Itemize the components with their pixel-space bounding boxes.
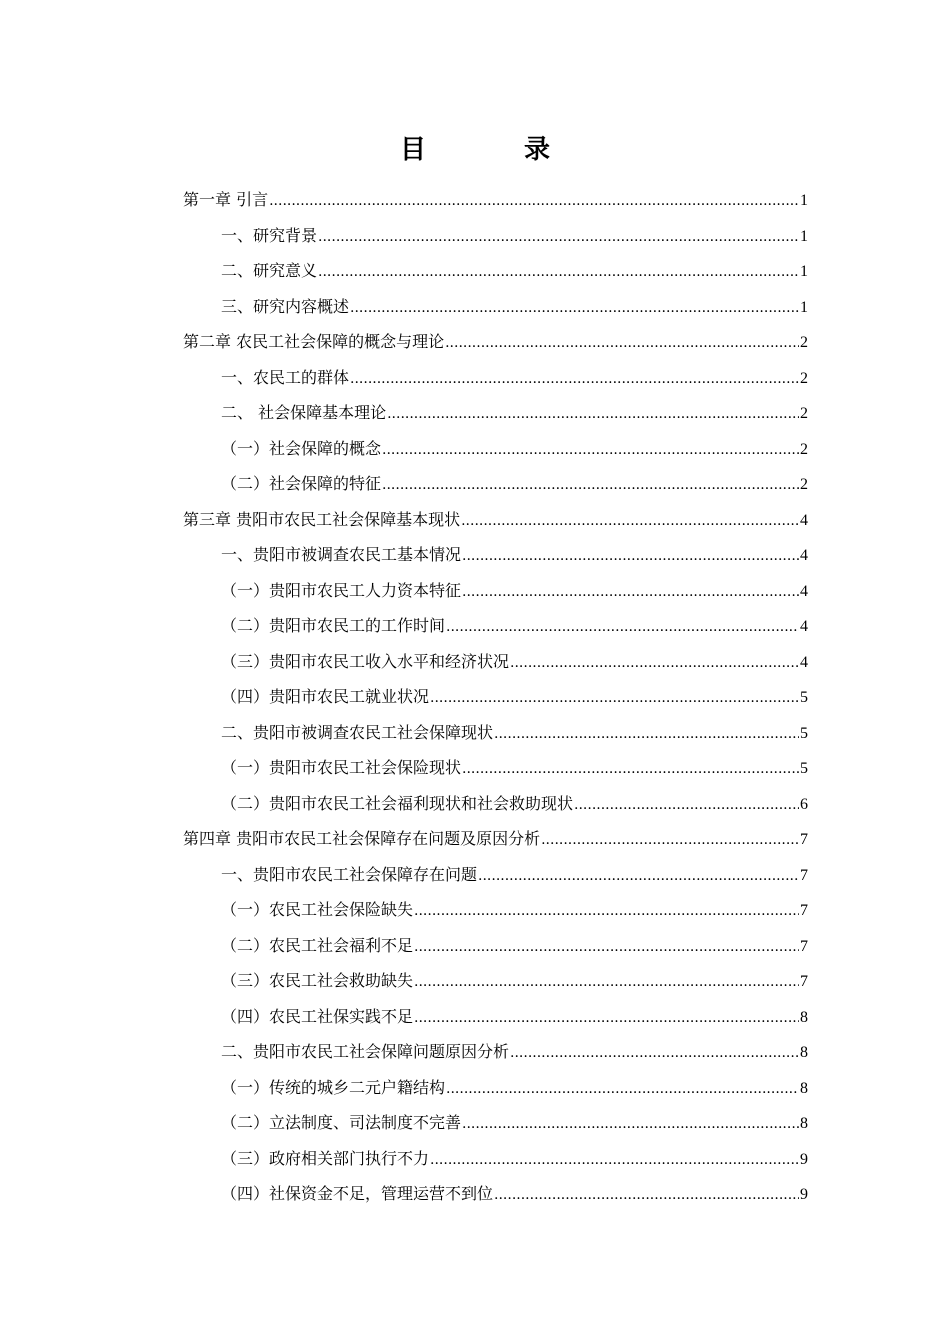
toc-page-number: 1	[800, 263, 808, 280]
toc-entry-title: （一）贵阳市农民工人力资本特征	[221, 580, 462, 600]
toc-dot-leader	[462, 1107, 799, 1143]
toc-dot-leader	[414, 965, 799, 1001]
toc-dot-leader	[462, 752, 799, 788]
toc-entry-title: （二）农民工社会福利不足	[221, 935, 414, 955]
toc-entry-title: 三、研究内容概述	[221, 296, 350, 316]
toc-dot-leader	[462, 575, 799, 611]
toc-entry-title: 二、 社会保障基本理论	[221, 403, 387, 422]
toc-dot-leader	[350, 362, 799, 398]
toc-page-number: 4	[800, 582, 808, 600]
toc-entry[interactable]	[183, 182, 808, 218]
toc-title: 目 录	[399, 135, 586, 165]
toc-entry[interactable]	[183, 1141, 808, 1177]
toc-page-number: 2	[800, 369, 808, 387]
toc-entry[interactable]	[183, 892, 808, 928]
toc-entry[interactable]	[183, 466, 808, 502]
toc-dot-leader	[430, 1143, 799, 1179]
toc-entry-title: （一）社会保障的概念	[221, 438, 382, 458]
toc-page-number: 4	[800, 511, 808, 529]
toc-entry[interactable]	[183, 1034, 808, 1070]
toc-entry-title: （四）贵阳市农民工就业状况	[221, 687, 430, 706]
toc-entry-title: 二、研究意义	[221, 261, 318, 280]
toc-entry[interactable]	[183, 1176, 808, 1212]
toc-entry[interactable]	[183, 679, 808, 715]
toc-entry[interactable]	[183, 644, 808, 680]
toc-entry-title: （二）立法制度、司法制度不完善	[221, 1113, 462, 1132]
toc-page-number: 9	[800, 1150, 808, 1168]
toc-entry[interactable]	[183, 963, 808, 999]
toc-dot-leader	[350, 291, 799, 327]
toc-list	[183, 182, 808, 1212]
toc-entry-title: 一、农民工的群体	[221, 367, 350, 387]
toc-dot-leader	[318, 220, 799, 256]
toc-entry[interactable]	[183, 324, 808, 360]
toc-entry-title: （四）农民工社保实践不足	[221, 1006, 414, 1026]
toc-entry[interactable]	[183, 928, 808, 964]
toc-page-number: 2	[800, 440, 808, 458]
toc-dot-leader	[462, 539, 799, 575]
toc-page-number: 7	[800, 902, 808, 919]
toc-dot-leader	[414, 1001, 799, 1037]
toc-entry[interactable]	[183, 218, 808, 254]
toc-dot-leader	[494, 1178, 799, 1214]
toc-dot-leader	[478, 859, 799, 895]
toc-entry-title: 第一章 引言	[183, 190, 269, 209]
toc-entry-title: （二）贵阳市农民工社会福利现状和社会救助现状	[221, 793, 574, 813]
toc-dot-leader	[414, 894, 799, 930]
toc-entry-title: （三）贵阳市农民工收入水平和经济状况	[221, 651, 510, 671]
toc-entry-title: （三）政府相关部门执行不力	[221, 1148, 430, 1168]
toc-entry[interactable]	[183, 1070, 808, 1106]
toc-page-number: 5	[800, 760, 808, 777]
toc-entry-title: 第三章 贵阳市农民工社会保障基本现状	[183, 509, 461, 529]
toc-dot-leader	[510, 1036, 799, 1072]
toc-dot-leader	[494, 717, 799, 753]
toc-entry[interactable]	[183, 821, 808, 857]
toc-entry[interactable]	[183, 573, 808, 609]
toc-dot-leader	[446, 610, 799, 646]
toc-entry[interactable]	[183, 253, 808, 289]
toc-page-number: 9	[800, 1186, 808, 1203]
toc-entry[interactable]	[183, 750, 808, 786]
toc-entry[interactable]	[183, 786, 808, 822]
toc-dot-leader	[445, 326, 799, 362]
toc-entry-title: 一、贵阳市农民工社会保障存在问题	[221, 864, 478, 884]
toc-page-number: 7	[800, 937, 808, 955]
toc-page-number: 8	[800, 1044, 808, 1061]
toc-page-number: 5	[800, 724, 808, 742]
toc-dot-leader	[387, 397, 799, 433]
toc-page-number: 5	[800, 689, 808, 706]
toc-page-number: 8	[800, 1008, 808, 1026]
toc-entry-title: （三）农民工社会救助缺失	[221, 971, 414, 990]
toc-page-number: 1	[800, 298, 808, 316]
toc-entry-title: （一）传统的城乡二元户籍结构	[221, 1077, 446, 1097]
toc-entry[interactable]	[183, 289, 808, 325]
toc-dot-leader	[510, 646, 799, 682]
toc-page-number: 7	[800, 973, 808, 990]
toc-dot-leader	[382, 433, 799, 469]
toc-page-number: 7	[800, 831, 808, 848]
toc-entry[interactable]	[183, 1105, 808, 1141]
toc-page-number: 4	[800, 547, 808, 564]
toc-dot-leader	[574, 788, 799, 824]
toc-entry-title: 第二章 农民工社会保障的概念与理论	[183, 332, 445, 351]
toc-entry[interactable]	[183, 999, 808, 1035]
toc-entry-title: （一）农民工社会保险缺失	[221, 900, 414, 919]
toc-page-number: 4	[800, 618, 808, 635]
toc-page-number: 7	[800, 866, 808, 884]
toc-entry[interactable]	[183, 537, 808, 573]
toc-dot-leader	[318, 255, 799, 291]
toc-dot-leader	[541, 823, 799, 859]
toc-entry-title: 第四章 贵阳市农民工社会保障存在问题及原因分析	[183, 829, 541, 848]
toc-entry-title: （二）社会保障的特征	[221, 474, 382, 493]
toc-entry[interactable]	[183, 857, 808, 893]
toc-entry-title: （四）社保资金不足，管理运营不到位	[221, 1184, 494, 1203]
toc-page-number: 4	[800, 653, 808, 671]
toc-entry-title: （二）贵阳市农民工的工作时间	[221, 616, 446, 635]
toc-entry-title: 一、研究背景	[221, 225, 318, 245]
toc-entry[interactable]	[183, 360, 808, 396]
toc-page-number: 1	[800, 192, 808, 209]
toc-dot-leader	[269, 184, 799, 220]
toc-page-number: 2	[800, 476, 808, 493]
toc-page-number: 1	[800, 227, 808, 245]
toc-page-number: 2	[800, 405, 808, 422]
toc-entry-title: 二、贵阳市被调查农民工社会保障现状	[221, 722, 494, 742]
toc-dot-leader	[382, 468, 799, 504]
toc-entry-title: 一、贵阳市被调查农民工基本情况	[221, 545, 462, 564]
toc-dot-leader	[461, 504, 799, 540]
toc-dot-leader	[414, 930, 799, 966]
toc-page-number: 6	[800, 795, 808, 813]
toc-entry-title: （一）贵阳市农民工社会保险现状	[221, 758, 462, 777]
toc-entry[interactable]	[183, 502, 808, 538]
toc-dot-leader	[430, 681, 799, 717]
toc-page-number: 2	[800, 334, 808, 351]
toc-entry-title: 二、贵阳市农民工社会保障问题原因分析	[221, 1042, 510, 1061]
toc-dot-leader	[446, 1072, 799, 1108]
toc-entry[interactable]	[183, 715, 808, 751]
toc-entry[interactable]	[183, 608, 808, 644]
toc-page-number: 8	[800, 1079, 808, 1097]
toc-entry[interactable]	[183, 395, 808, 431]
toc-entry[interactable]	[183, 431, 808, 467]
toc-page-number: 8	[800, 1115, 808, 1132]
